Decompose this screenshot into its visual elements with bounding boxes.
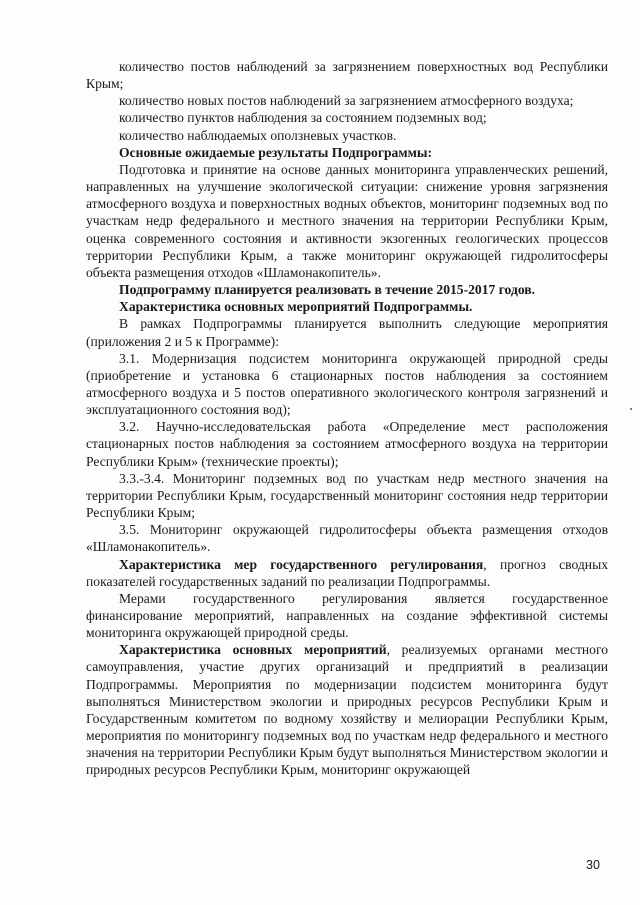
- main-measures-text: , реализуемых органами местного самоуправления, участие других организаций и предприятий в реализации Подпрограммы. Мероприятия по модернизации подсистем мониторинга будут выполняться Министерством экологии и природных ресурсов Республики Крым и Государственным комитетом по водному хозяйству и мелиорации Республики Крым, мероприятия по мониторингу подземных вод по участкам недр федерального и местного значения на территории Республики Крым будут выполняться Министерством экологии и природных ресурсов Республики Крым, мониторинг окружающей: [86, 642, 608, 778]
- paragraph-state-regulation: [86, 556, 608, 590]
- state-regulation-text: , прогноз сводных показателей государственных заданий по реализации Подпрограммы.: [86, 556, 608, 589]
- paragraph-measure-3-1: 3.1. Модернизация подсистем мониторинга окружающей природной среды (приобретение и установка 6 стационарных постов наблюдения за состоянием атмосферного воздуха и 5 постов оперативного экологического контроля загрязнений и эксплуатационного состояния вод);: [86, 350, 608, 418]
- paragraph-indicator-surface-water: количество постов наблюдений за загрязнением поверхностных вод Республики Крым;: [86, 59, 608, 92]
- heading-main-measures: Характеристика основных мероприятий Подпрограммы.: [119, 299, 473, 315]
- page-number: 30: [586, 858, 600, 872]
- paragraph-indicator-groundwater: количество пунктов наблюдения за состоянием подземных вод;: [119, 110, 487, 126]
- document-body: [86, 58, 608, 779]
- heading-implementation-period: Подпрограмму планируется реализовать в течение 2015-2017 годов.: [119, 282, 536, 298]
- paragraph-measure-3-3-3-4: 3.3.-3.4. Мониторинг подземных вод по участкам недр местного значения на территории Республики Крым, государственный мониторинг состояния недр территории Республики Крым;: [86, 470, 608, 521]
- paragraph-indicator-air-posts: количество новых постов наблюдений за загрязнением атмосферного воздуха;: [119, 93, 574, 109]
- scan-speck: [630, 408, 632, 410]
- heading-expected-results: Основные ожидаемые результаты Подпрограммы:: [119, 144, 433, 160]
- state-regulation-lead: Характеристика мер государственного регулирования: [119, 556, 484, 572]
- paragraph-regulation-measures: Мерами государственного регулирования является государственное финансирование мероприятий, направленных на создание эффективной системы мониторинга окружающей природной среды.: [86, 590, 608, 641]
- main-measures-lead: Характеристика основных мероприятий: [119, 642, 387, 658]
- paragraph-expected-results: Подготовка и принятие на основе данных мониторинга управленческих решений, направленных на улучшение экологической ситуации: снижение уровня загрязнения атмосферного воздуха и поверхностных водных объектов, мониторинг подземных вод по участкам недр федерального и местного значения на территории Республики Крым, оценка современного состояния и активности экзогенных геологических процессов территории Республики Крым, а также мониторинг окружающей гидролитосферы объекта размещения отходов «Шламонакопитель».: [86, 161, 608, 280]
- paragraph-measure-3-5: 3.5. Мониторинг окружающей гидролитосферы объекта размещения отходов «Шламонакопитель».: [86, 522, 608, 555]
- paragraph-measure-3-2: 3.2. Научно-исследовательская работа «Определение мест расположения стационарных постов наблюдения за состоянием атмосферного воздуха на территории Республики Крым» (технические проекты);: [86, 419, 608, 469]
- paragraph-measures-intro: В рамках Подпрограммы планируется выполнить следующие мероприятия (приложения 2 и 5 к Программе):: [86, 316, 608, 349]
- paragraph-indicator-landslides: количество наблюдаемых оползневых участков.: [119, 127, 397, 143]
- paragraph-main-measures-local: [86, 641, 608, 778]
